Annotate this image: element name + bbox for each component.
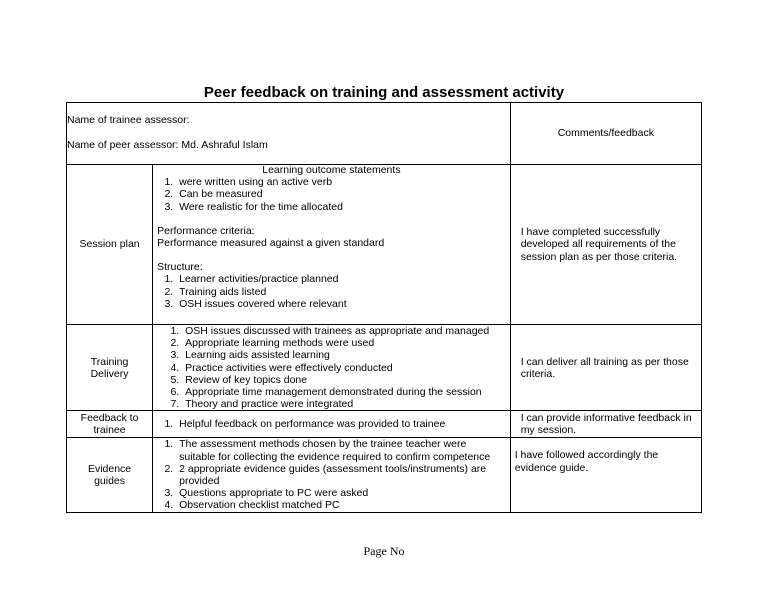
list-item: 2. Can be measured bbox=[176, 188, 506, 200]
comments-header: Comments/feedback bbox=[510, 103, 701, 165]
feedback-list bbox=[157, 418, 506, 430]
list-item: 1. OSH issues discussed with trainees as appropriate and managed bbox=[182, 325, 506, 337]
training-delivery-comment bbox=[510, 325, 701, 411]
feedback-trainee-content bbox=[153, 411, 511, 438]
feedback-trainee-row bbox=[67, 411, 702, 438]
training-delivery-content bbox=[153, 325, 511, 411]
evidence-guides-row bbox=[67, 438, 702, 512]
list-item: 2. Appropriate learning methods were used bbox=[182, 337, 506, 349]
peer-name-label: Name of peer assessor: Md. Ashraful Islam bbox=[67, 139, 268, 152]
list-item: 4. Observation checklist matched PC bbox=[176, 499, 498, 511]
list-item: 1. Learner activities/practice planned bbox=[176, 273, 506, 285]
list-item: 1. Helpful feedback on performance was provided to trainee bbox=[176, 418, 506, 430]
list-item: 3. Questions appropriate to PC were asked bbox=[176, 487, 498, 499]
list-item: 1. were written using an active verb bbox=[176, 176, 506, 188]
training-delivery-row bbox=[67, 325, 702, 411]
structure-heading: Structure: bbox=[157, 261, 203, 274]
comment-text: I can provide informative feedback in my session. bbox=[520, 412, 692, 437]
performance-heading: Performance criteria: bbox=[157, 224, 255, 237]
list-item: 2. 2 appropriate evidence guides (assessment tools/instruments) are provided bbox=[176, 463, 498, 487]
evidence-guides-content bbox=[153, 438, 511, 512]
session-plan-row bbox=[67, 165, 702, 325]
list-item: 2. Training aids listed bbox=[176, 286, 506, 298]
list-item: 6. Appropriate time management demonstrated during the session bbox=[182, 386, 506, 398]
outcome-list bbox=[157, 176, 506, 213]
list-item: 1. The assessment methods chosen by the trainee teacher were suitable for collecting the evidence required to confirm competence bbox=[176, 438, 498, 462]
list-item: 3. Were realistic for the time allocated bbox=[176, 201, 506, 213]
page-title: Peer feedback on training and assessment activity bbox=[203, 84, 565, 101]
trainee-name-label: Name of trainee assessor: bbox=[67, 114, 190, 126]
list-item: 5. Review of key topics done bbox=[182, 374, 506, 386]
names-cell bbox=[67, 103, 511, 165]
list-item: 7. Theory and practice were integrated bbox=[182, 398, 506, 410]
page-number: Page No bbox=[363, 544, 405, 558]
session-plan-label: Session plan bbox=[67, 165, 153, 325]
list-item: 3. Learning aids assisted learning bbox=[182, 349, 506, 361]
evidence-guides-comment bbox=[510, 438, 701, 512]
structure-list bbox=[157, 273, 506, 310]
delivery-list bbox=[163, 325, 506, 410]
evidence-guides-label: Evidence guides bbox=[67, 438, 153, 512]
list-item: 4. Practice activities were effectively conducted bbox=[182, 362, 506, 374]
header-row bbox=[67, 103, 702, 165]
performance-text: Performance measured against a given standard bbox=[157, 237, 385, 250]
comment-text: I have completed successfully developed all requirements of the session plan as per those criteria. bbox=[520, 226, 678, 263]
feedback-trainee-comment bbox=[510, 411, 701, 438]
session-plan-comment bbox=[510, 165, 701, 325]
feedback-table bbox=[66, 102, 702, 513]
session-plan-content bbox=[153, 165, 511, 325]
comment-text: I can deliver all training as per those criteria. bbox=[520, 355, 689, 380]
evidence-list bbox=[157, 438, 498, 511]
outcome-heading: Learning outcome statements bbox=[262, 164, 401, 176]
feedback-trainee-label: Feedback to trainee bbox=[67, 411, 153, 438]
training-delivery-label: Training Delivery bbox=[67, 325, 153, 411]
list-item: 3. OSH issues covered where relevant bbox=[176, 298, 506, 310]
comment-text: I have followed accordingly the evidence guide. bbox=[514, 449, 659, 474]
